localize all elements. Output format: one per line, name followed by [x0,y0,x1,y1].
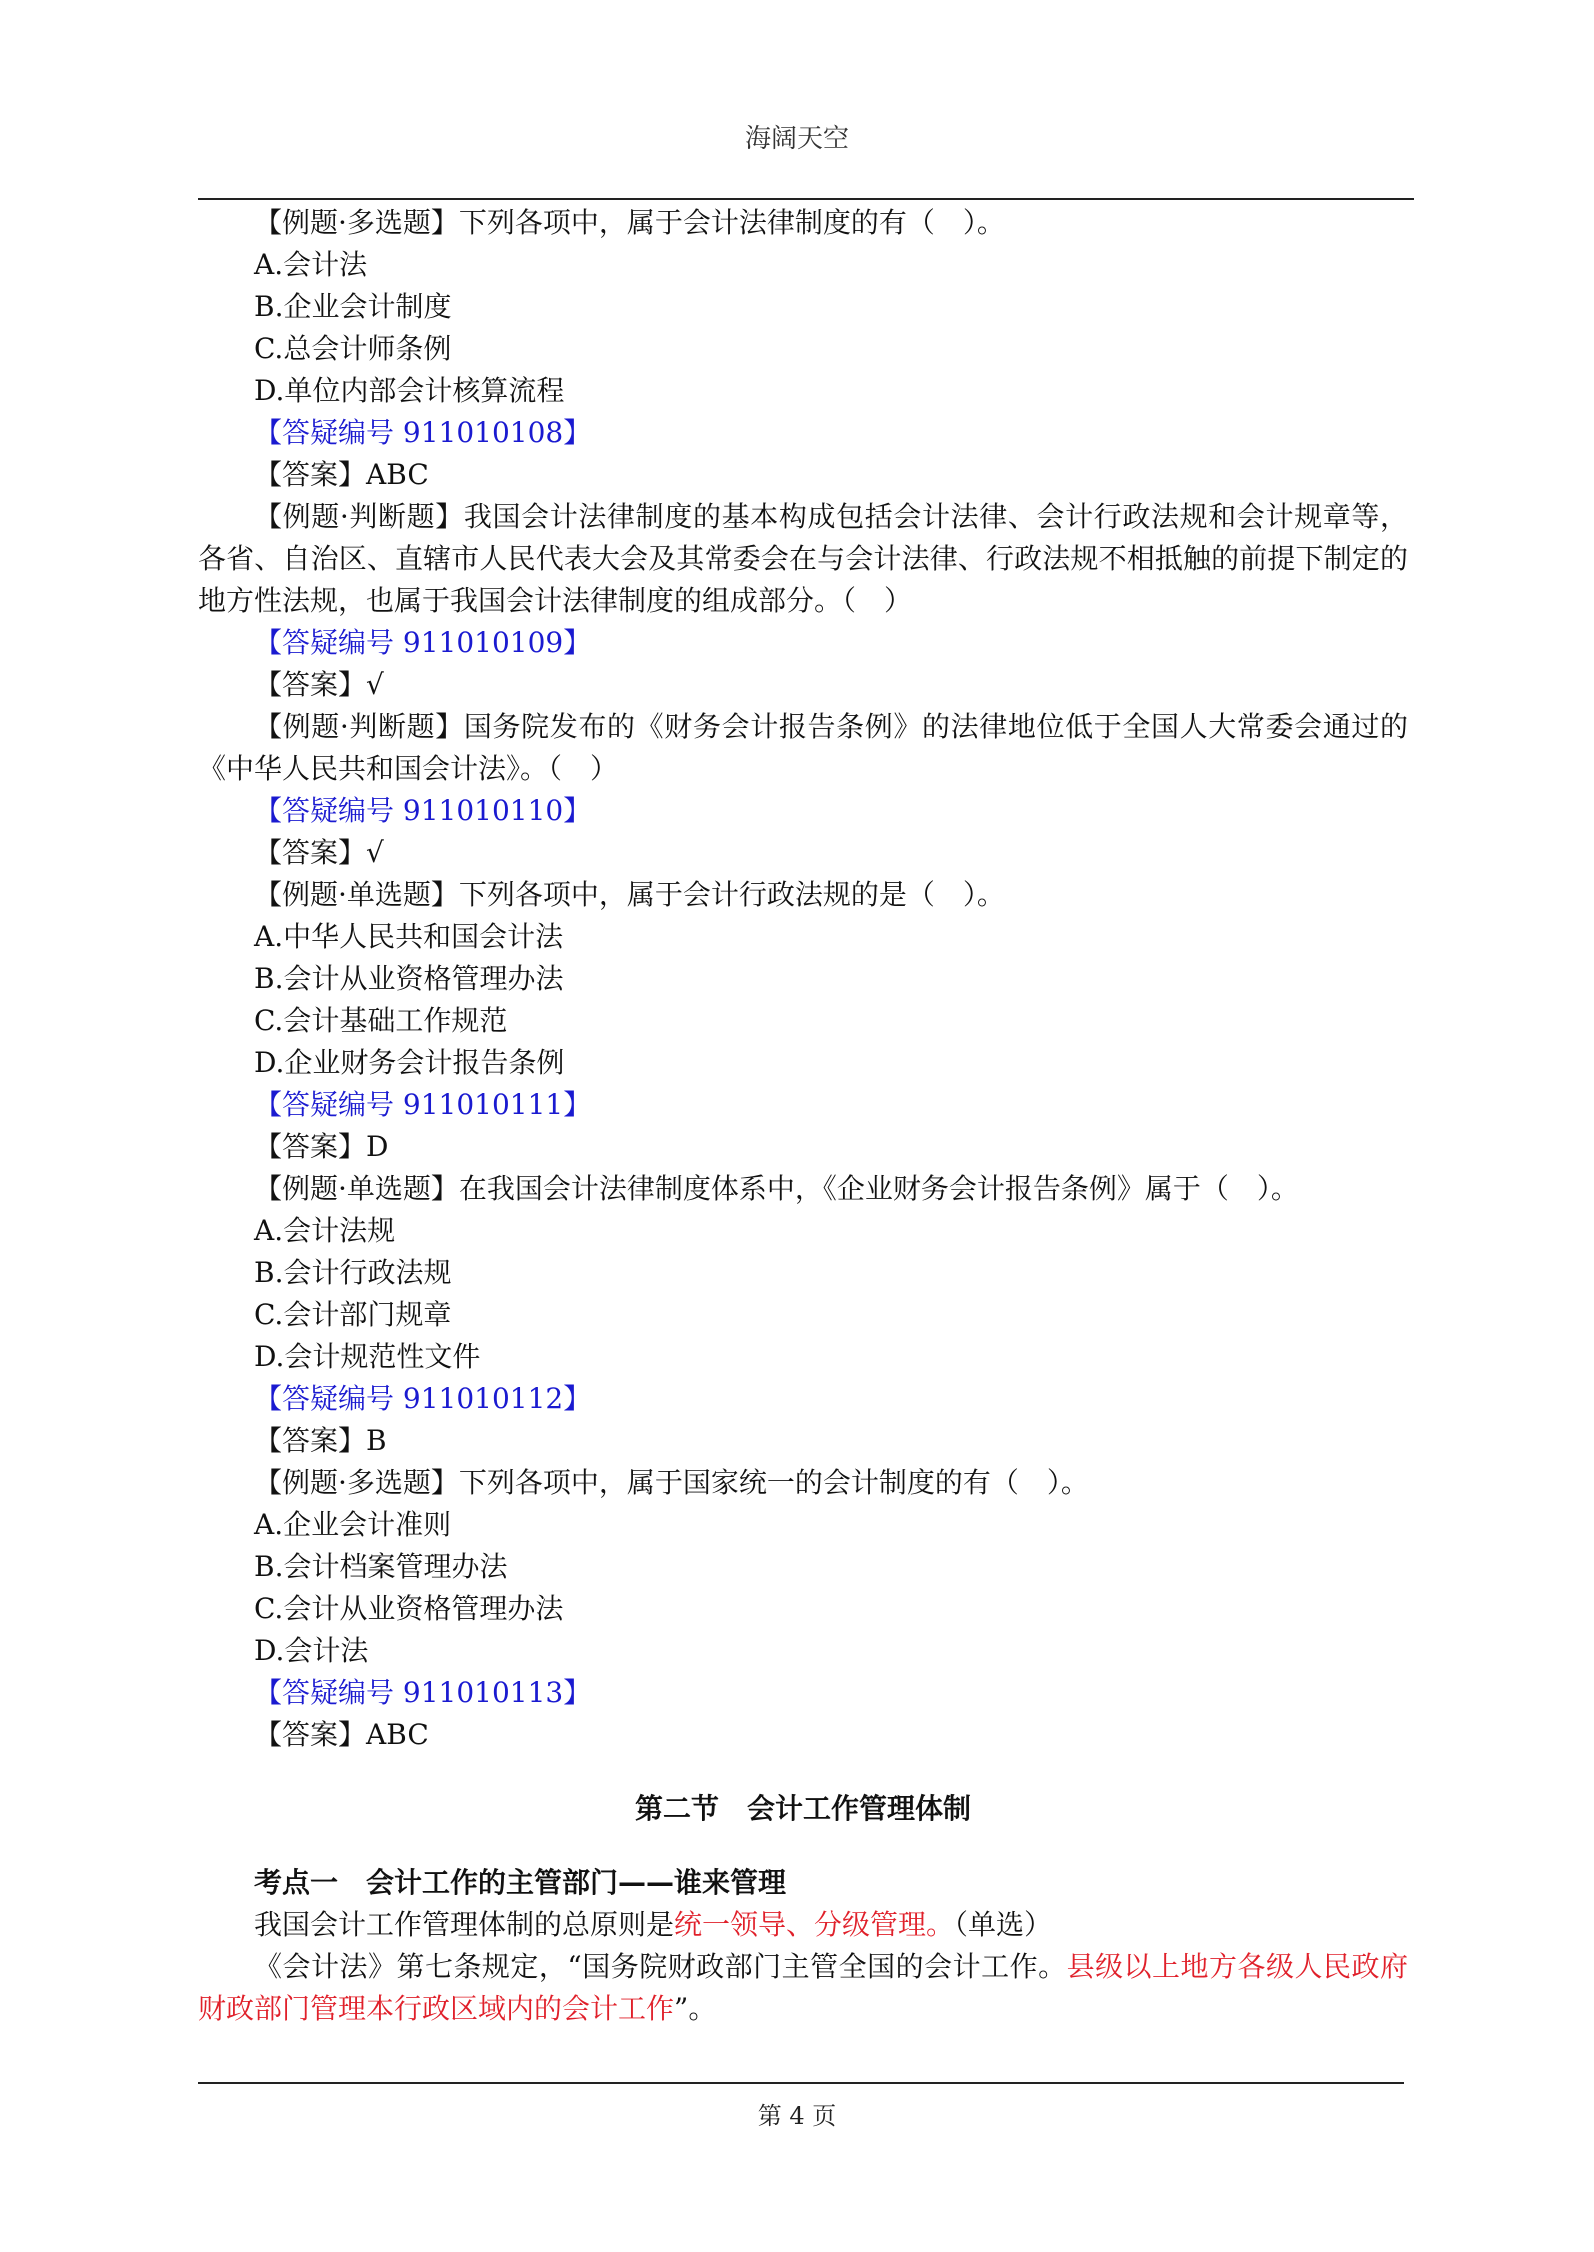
question-block [198,496,1408,706]
answer: 【答案】√ [254,668,384,701]
option-item: D.单位内部会计核算流程 [254,374,565,407]
question-block [198,202,1408,496]
option-item: A.企业会计准则 [254,1508,452,1541]
qa-code: 【答疑编号 911010108】 [254,416,592,449]
question-block [198,1168,1408,1462]
header-rule [198,198,1414,200]
page-content [198,202,1408,2030]
option-item: C.会计部门规章 [254,1298,452,1331]
point-title: 考点一 会计工作的主管部门——谁来管理 [254,1866,787,1899]
question-block [198,874,1408,1168]
answer: 【答案】D [254,1130,389,1163]
option-item: D.会计法 [254,1634,369,1667]
option-item: A.中华人民共和国会计法 [254,920,564,953]
highlight-text: 统一领导、分级管理。 [674,1908,955,1941]
option-item: C.会计基础工作规范 [254,1004,508,1037]
answer: 【答案】B [254,1424,387,1457]
paragraph-text: 《会计法》第七条规定，“国务院财政部门主管全国的会计工作。 [254,1950,1067,1983]
paragraph-text: （单选） [954,1908,1053,1941]
option-item: B.会计档案管理办法 [254,1550,508,1583]
paragraph-text: 我国会计工作管理体制的总原则是 [254,1908,675,1941]
question-block [198,706,1408,874]
question-stem: 【例题·单选题】下列各项中，属于会计行政法规的是（ ）。 [254,878,1005,911]
paragraph-text: ”。 [674,1992,717,2025]
page-number: 第 4 页 [757,2102,837,2130]
qa-code: 【答疑编号 911010110】 [254,794,592,827]
qa-code: 【答疑编号 911010109】 [254,626,592,659]
answer: 【答案】ABC [254,458,429,491]
option-item: C.会计从业资格管理办法 [254,1592,564,1625]
qa-code: 【答疑编号 911010112】 [254,1382,592,1415]
answer: 【答案】√ [254,836,384,869]
option-item: D.会计规范性文件 [254,1340,481,1373]
option-item: C.总会计师条例 [254,332,452,365]
option-item: A.会计法 [254,248,368,281]
section-title: 第二节 会计工作管理体制 [634,1792,971,1825]
highlight-text: 县级以上地方各级人民政府财政部门管理本行政区域内的会计工作 [198,1950,1408,2025]
footer-rule [198,2082,1404,2084]
question-stem: 【例题·判断题】国务院发布的《财务会计报告条例》的法律地位低于全国人大常委会通过的《中华人民共和国会计法》。（ ） [198,710,1408,785]
question-stem: 【例题·判断题】我国会计法律制度的基本构成包括会计法律、会计行政法规和会计规章等，各省、自治区、直辖市人民代表大会及其常委会在与会计法律、行政法规不相抵触的前提下制定的地方性法规，也属于我国会计法律制度的组成部分。（ ） [198,500,1408,617]
question-stem: 【例题·多选题】下列各项中，属于会计法律制度的有（ ）。 [254,206,1005,239]
section-paragraph [198,1904,1408,1946]
question-stem: 【例题·单选题】在我国会计法律制度体系中，《企业财务会计报告条例》属于（ ）。 [254,1172,1299,1205]
option-item: B.会计行政法规 [254,1256,452,1289]
question-stem: 【例题·多选题】下列各项中，属于国家统一的会计制度的有（ ）。 [254,1466,1089,1499]
option-item: D.企业财务会计报告条例 [254,1046,565,1079]
qa-code: 【答疑编号 911010111】 [254,1088,592,1121]
option-item: B.会计从业资格管理办法 [254,962,564,995]
question-block [198,1462,1408,1756]
answer: 【答案】ABC [254,1718,429,1751]
section-paragraph [198,1946,1408,2030]
page-header-title: 海阔天空 [744,124,849,154]
option-item: A.会计法规 [254,1214,396,1247]
qa-code: 【答疑编号 911010113】 [254,1676,592,1709]
option-item: B.企业会计制度 [254,290,452,323]
